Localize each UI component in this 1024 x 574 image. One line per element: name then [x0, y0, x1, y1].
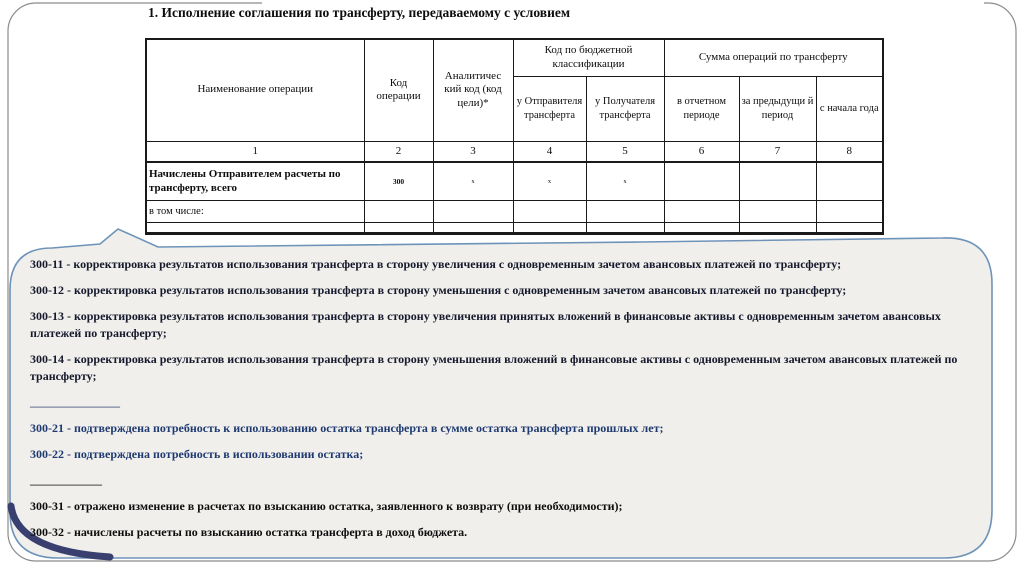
col-number: 7	[739, 141, 816, 162]
header-analytic-code: Аналитичес кий код (код цели)*	[433, 39, 513, 141]
callout-line-300-12: 300-12 - корректировка результатов использования трансферта в сторону уменьшения с одновременным зачетом авансовых платежей по трансферту;	[30, 283, 847, 297]
col-number: 2	[364, 141, 433, 162]
header-budget-group: Код по бюджетной классификации	[513, 39, 664, 76]
row-sender-mark: х	[513, 162, 586, 200]
row-receiver-mark: х	[586, 162, 664, 200]
callout-separator: _______________	[30, 395, 120, 409]
header-sender: у Отправителя трансферта	[513, 76, 586, 141]
row-analytic-mark: х	[433, 162, 513, 200]
col-number: 1	[146, 141, 364, 162]
col-number: 3	[433, 141, 513, 162]
callout-line-300-21: 300-21 - подтверждена потребность к использованию остатка трансферта в сумме остатка трансферта прошлых лет;	[30, 421, 664, 435]
row-including-label: в том числе:	[146, 200, 364, 222]
header-prev-period: за предыдущи й период	[739, 76, 816, 141]
col-number: 8	[816, 141, 883, 162]
callout-line-300-13: 300-13 - корректировка результатов использования трансферта в сторону увеличения принятых вложений в финансовые активы с одновременным зачетом авансовых платежей по трансферту;	[30, 309, 941, 340]
header-report-period: в отчетном периоде	[664, 76, 739, 141]
col-number: 6	[664, 141, 739, 162]
header-sum-group: Сумма операций по трансферту	[664, 39, 883, 76]
header-year-start: с начала года	[816, 76, 883, 141]
callout-line-300-22: 300-22 - подтверждена потребность в использовании остатка;	[30, 447, 364, 461]
row-op-code: 300	[364, 162, 433, 200]
callout-line-300-14: 300-14 - корректировка результатов использования трансферта в сторону уменьшения вложений в финансовые активы с одновременным зачетом авансовых платежей по трансферту;	[30, 352, 958, 383]
page-title: 1. Исполнение соглашения по трансферту, передаваемому с условием	[148, 5, 571, 20]
callout-text-block	[30, 256, 976, 550]
col-number: 4	[513, 141, 586, 162]
header-receiver: у Получателя трансферта	[586, 76, 664, 141]
header-name: Наименование операции	[146, 39, 364, 141]
callout-line-300-32: 300-32 - начислены расчеты по взысканию остатка трансферта в доход бюджета.	[30, 525, 468, 539]
callout-line-300-31: 300-31 - отражено изменение в расчетах по взысканию остатка, заявленного к возврату (при необходимости);	[30, 499, 623, 513]
row-operation-name: Начислены Отправителем расчеты по трансферту, всего	[146, 162, 364, 200]
header-op-code: Код операции	[364, 39, 433, 141]
callout-line-300-11: 300-11 - корректировка результатов использования трансферта в сторону увеличения с одновременным зачетом авансовых платежей по трансферту;	[30, 257, 842, 271]
col-number: 5	[586, 141, 664, 162]
callout-separator: ____________	[30, 473, 102, 487]
